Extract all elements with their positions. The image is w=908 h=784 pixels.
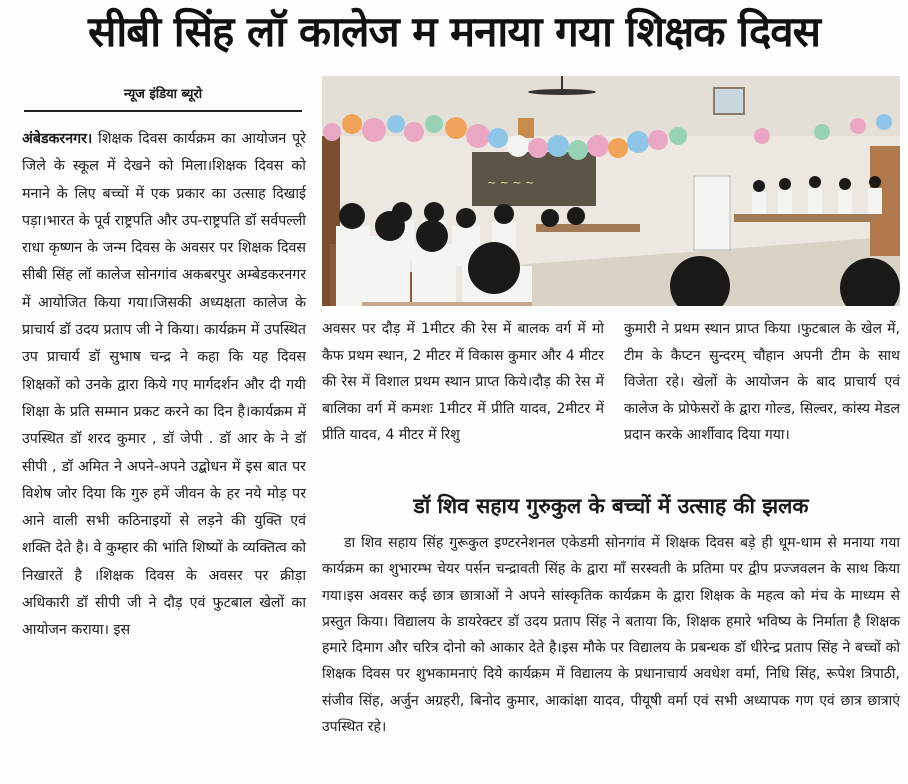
- bottom-paragraph: डा शिव सहाय सिंह गुरूकुल इण्टरनेशनल एकेडमी सोनगांव में शिक्षक दिवस बड़े ही धूम-धाम से मनाया गया कार्यक्रम का शुभारम्भ चेयर पर्सन चन्द्रावती सिंह के द्वारा माँ सरस्वती के प्रतिमा पर द्वीप प्रज्जवलन के साथ किया गया।इस अवसर कई छात्र छात्राओं ने अपने सांस्कृतिक कार्यक्रम के द्वारा शिक्षक के महत्व को मंच के माध्यम से प्रस्तुत किया। विद्यालय के डायरेक्टर डॉ उदय प्रताप सिंह ने बताया कि, शिक्षक हमारे भविष्य के निर्माता है शिक्षक हमारे दिमाग और चरित्र दोनो को आकार देते है।इस मौके पर विद्यालय के प्रबन्धक डॉ धीरेन्द्र प्रताप सिंह ने बच्चों को शिक्षक दिवस पर शुभकामनाएं दिये कार्यक्रम में विद्यालय के प्रधानाचार्य अवधेश वर्मा, निधि सिंह, रूपेश त्रिपाठी, संजीव सिंह, अर्जुन अग्रहरी, बिनोद कुमार, आकांक्षा यादव, पीयूषी वर्मा एवं सभी अध्यापक गण एवं छात्र छात्राएं उपस्थित रहे।: [322, 535, 900, 736]
- headline: सीबी सिंह लॉ कालेज म मनाया गया शिक्षक दिवस: [87, 7, 821, 56]
- article-left-column: [22, 126, 306, 645]
- article-middle-column: अवसर पर दौड़ में 1मीटर की रेस में बालक वर्ग में मो कैफ प्रथम स्थान, 2 मीटर में विकास कुमार और 4 मीटर की रेस में विशाल प्रथम स्थान प्राप्त किये।दौड़ की रेस में बालिका वर्ग में कमशः 1मीटर में प्रीति यादव, 2मीटर में प्रीति यादव, 4 मीटर में रिशु: [322, 321, 604, 443]
- svg-text:~ ~ ~ ~: ~ ~ ~ ~: [487, 176, 535, 189]
- byline: न्यूज इंडिया ब्यूरो: [123, 87, 203, 102]
- byline-rule: [24, 110, 302, 112]
- classroom-photo-icon: [322, 76, 900, 306]
- left-column-text: शिक्षक दिवस कार्यक्रम का आयोजन पूरे जिले के स्कूल में देखने को मिला।शिक्षक दिवस को मनाने के लिए बच्चों में एक प्रकार का उत्साह दिखाई पड़ा।भारत के पूर्व राष्ट्रपति और उप-राष्ट्रपति डॉ सर्वपल्ली राधा कृष्णन के जन्म दिवस के अवसर पर शिक्षक दिवस सीबी सिंह लॉ कालेज सोनगांव अकबरपुर अम्बेडकरनगर में आयोजित किया गया।जिसकी अध्यक्षता कालेज के प्राचार्य डॉ उदय प्रताप जी ने किया। कार्यक्रम में उपस्थित उप प्राचार्य डॉ सुभाष चन्द्र ने कहा कि यह दिवस शिक्षकों को उनके द्वारा किये गए मार्गदर्शन और दी गयी शिक्षा के प्रति सम्मान प्रकट करने का दिन है।कार्यक्रम में उपस्थित डॉ शरद कुमार , डॉ जेपी . डॉ आर के ने डॉ सीपी , डॉ अमित ने अपने-अपने उद्बोधन में इस बात पर विशेष जोर दिया कि गुरु हमें जीवन के हर नये मोड़ पर आने वाली सभी कठिनाइयों से लड़ने की युक्ति एवं शक्ति देते है। वे कुम्हार की भांति शिष्यों के व्यक्तित्व को निखारतें है ।शिक्षक दिवस के अवसर पर क्रीड़ा अधिकारी डॉ सीपी जी ने दौड़ एवं फुटबाल खेलों का आयोजन कराया। इस: [22, 131, 306, 639]
- subheadline: डॉ शिव सहाय गुरुकुल के बच्चों में उत्साह की झलक: [413, 494, 809, 518]
- event-photo: [322, 76, 900, 306]
- dateline: अंबेडकरनगर।: [22, 131, 93, 147]
- article-right-column: कुमारी ने प्रथम स्थान प्राप्त किया ।फुटबाल के खेल में, टीम के कैप्टन सुन्दरम् चौहान अपनी टीम के साथ विजेता रहे। खेलों के आयोजन के बाद प्राचार्य एवं कालेज के प्रोफेसरों के द्वारा गोल्ड, सिल्वर, कांस्य मेडल प्रदान करके आर्शीवाद दिया गया।: [624, 321, 900, 443]
- article-bottom-block: [322, 530, 900, 740]
